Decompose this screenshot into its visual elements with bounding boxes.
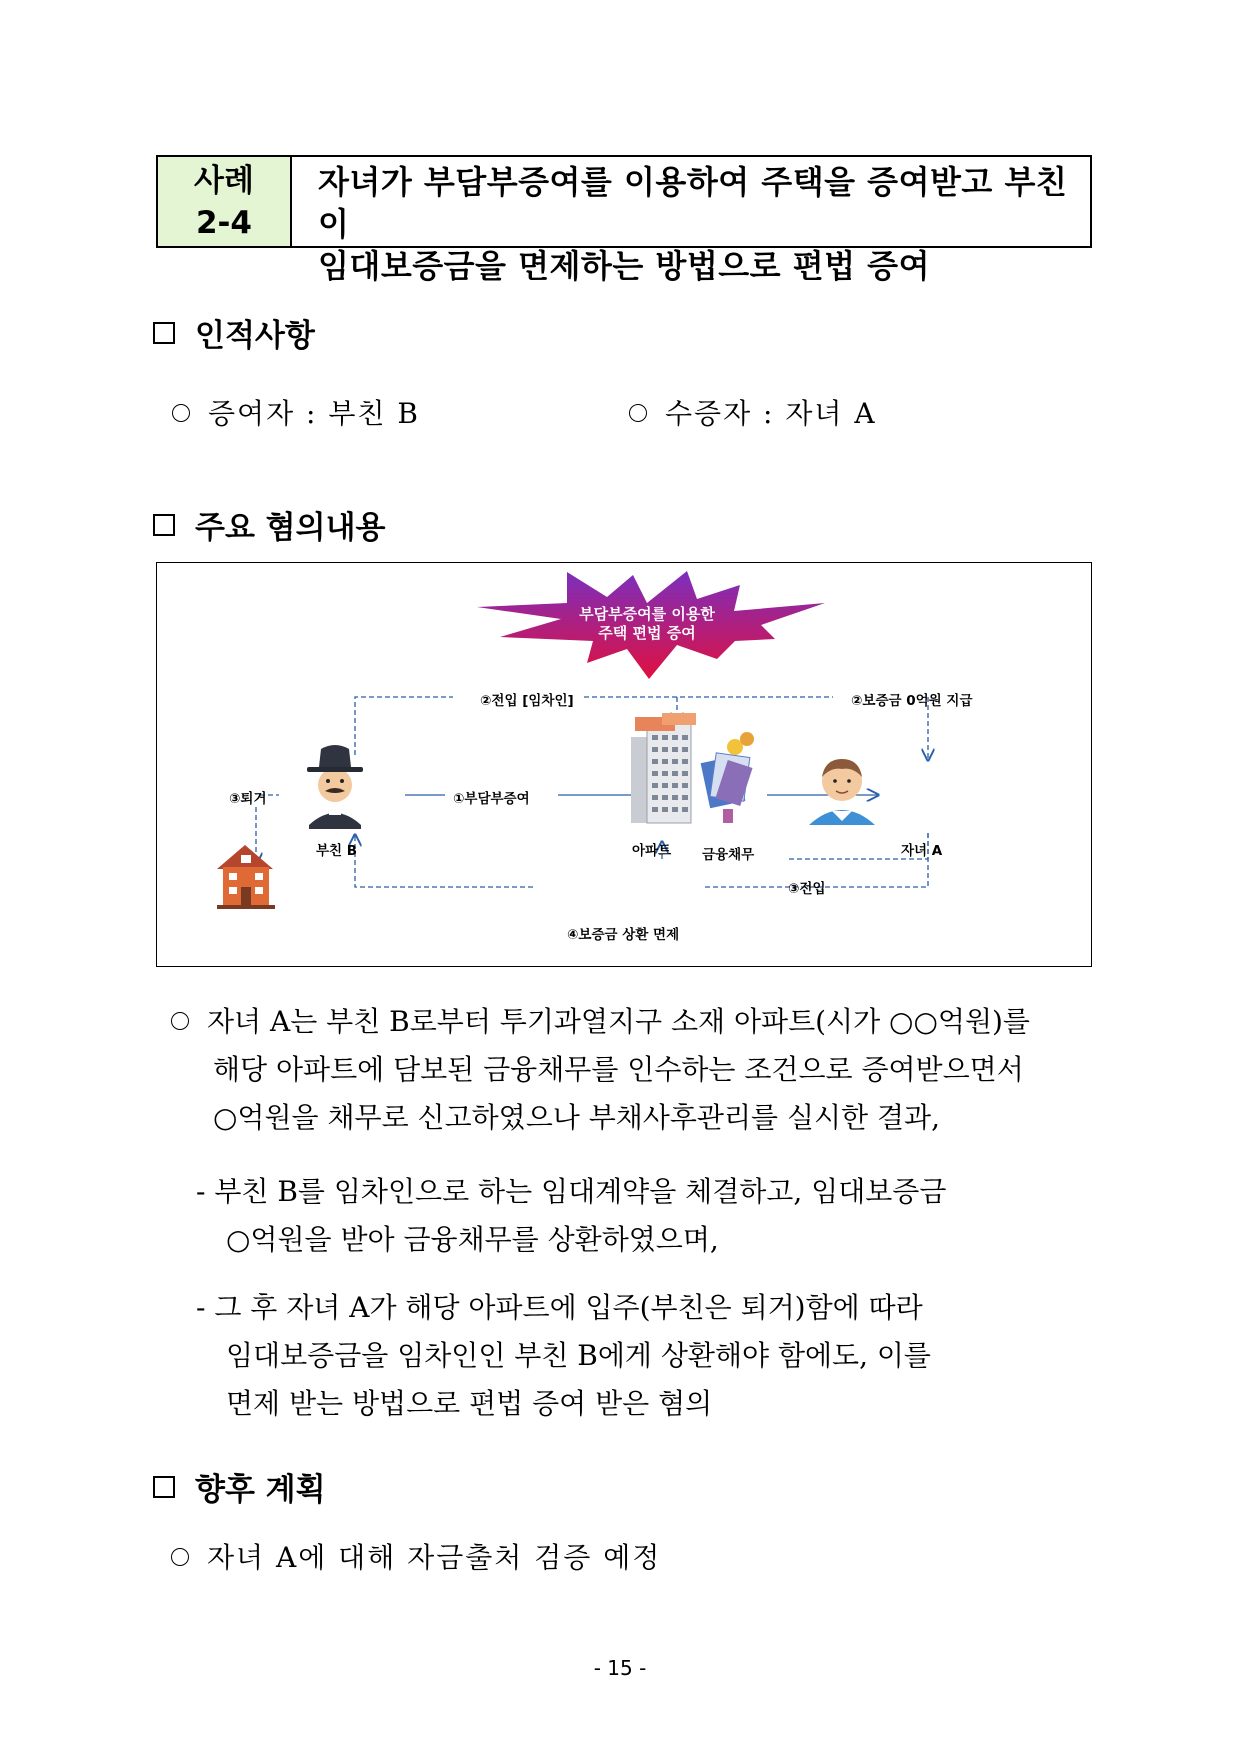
label-child: 자녀 A bbox=[901, 843, 943, 859]
case-label-line1: 사례 bbox=[194, 162, 254, 199]
dash-item-2 bbox=[196, 1284, 1096, 1428]
d1-line1: - 부친 B를 임차인으로 하는 임대계약을 체결하고, 임대보증금 bbox=[196, 1175, 947, 1208]
p1-line3: ○억원을 채무로 신고하였으나 부채사후관리를 실시한 결과, bbox=[213, 1101, 940, 1134]
case-title bbox=[292, 157, 1090, 285]
section-personal bbox=[153, 310, 315, 355]
checkbox-square-icon bbox=[153, 322, 175, 344]
checkbox-square-icon bbox=[153, 1476, 175, 1498]
burst-text bbox=[527, 605, 767, 643]
apartment-building-icon bbox=[631, 713, 696, 823]
donee-line bbox=[629, 390, 877, 438]
dash-item-1 bbox=[196, 1168, 1096, 1264]
donor-text: 증여자 : 부친 B bbox=[208, 397, 420, 430]
plan-text: 자녀 A에 대해 자금출처 검증 예정 bbox=[207, 1541, 662, 1574]
d2-line1: - 그 후 자녀 A가 해당 아파트에 입주(부친은 퇴거)함에 따라 bbox=[196, 1291, 923, 1324]
p1-line2: 해당 아파트에 담보된 금융채무를 인수하는 조건으로 증여받으면서 bbox=[213, 1053, 1024, 1086]
label-deposit-waive: ④보증금 상환 면제 bbox=[567, 927, 680, 943]
label-father: 부친 B bbox=[316, 843, 358, 859]
label-move-in-tenant: ②전입 [임차인] bbox=[480, 693, 574, 709]
scheme-diagram bbox=[156, 562, 1092, 967]
section-personal-title: 인적사항 bbox=[195, 318, 315, 354]
p1-line1: 자녀 A는 부친 B로부터 투기과열지구 소재 아파트(시가 ○○억원)를 bbox=[207, 1005, 1030, 1038]
label-apartment: 아파트 bbox=[632, 843, 672, 859]
father-avatar-icon bbox=[307, 745, 363, 829]
circle-bullet-icon bbox=[629, 404, 647, 422]
donee-text: 수증자 : 자녀 A bbox=[665, 397, 877, 430]
d2-line3: 면제 받는 방법으로 편법 증여 받은 혐의 bbox=[226, 1387, 713, 1420]
house-icon bbox=[217, 845, 275, 909]
financial-debt-icon bbox=[701, 732, 754, 823]
donor-line bbox=[172, 390, 420, 438]
label-move-out: ③퇴거 bbox=[229, 791, 267, 807]
circle-bullet-icon bbox=[171, 1548, 189, 1566]
label-move-in: ③전입 bbox=[788, 881, 826, 897]
d1-line2: ○억원을 받아 금융채무를 상환하였으며, bbox=[226, 1223, 719, 1256]
burst-line1: 부담부증여를 이용한 bbox=[579, 605, 715, 623]
child-avatar-icon bbox=[809, 759, 875, 825]
label-deposit-pay: ②보증금 0억원 지급 bbox=[851, 693, 973, 709]
case-title-line1: 자녀가 부담부증여를 이용하여 주택을 증여받고 부친이 bbox=[318, 163, 1068, 243]
paragraph-1 bbox=[171, 998, 1101, 1142]
d2-line2: 임대보증금을 임차인인 부친 B에게 상환해야 함에도, 이를 bbox=[226, 1339, 931, 1372]
section-main bbox=[153, 502, 385, 547]
circle-bullet-icon bbox=[172, 404, 190, 422]
label-debt: 금융채무 bbox=[702, 847, 755, 863]
burst-line2: 주택 편법 증여 bbox=[598, 624, 696, 642]
case-label bbox=[158, 157, 292, 246]
section-plan-title: 향후 계획 bbox=[195, 1472, 326, 1508]
page-number: - 15 - bbox=[593, 1656, 647, 1680]
case-title-line2: 임대보증금을 면제하는 방법으로 편법 증여 bbox=[318, 247, 930, 285]
case-header bbox=[156, 155, 1092, 285]
case-label-line2: 2-4 bbox=[195, 204, 252, 241]
label-burden-gift: ①부담부증여 bbox=[453, 791, 530, 807]
plan-line bbox=[171, 1534, 661, 1582]
section-main-title: 주요 혐의내용 bbox=[195, 510, 386, 546]
checkbox-square-icon bbox=[153, 514, 175, 536]
section-plan bbox=[153, 1464, 326, 1509]
circle-bullet-icon bbox=[171, 1012, 189, 1030]
